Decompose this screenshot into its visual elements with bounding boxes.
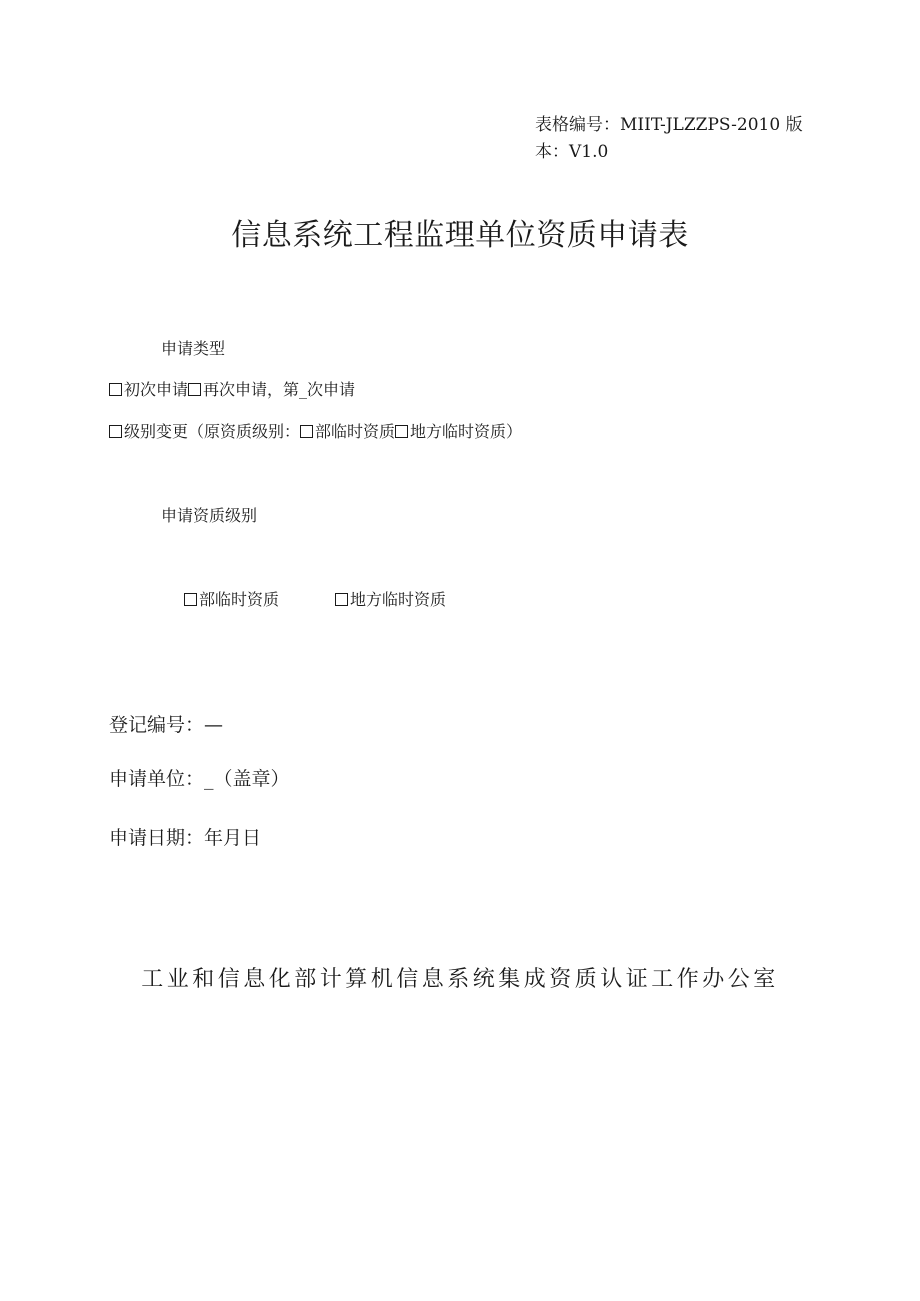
- original-local-label: 地方临时资质）: [410, 422, 523, 441]
- application-type-label: 申请类型: [161, 339, 226, 358]
- form-code: 表格编号：MIIT-JLZZPS-2010 版本：V1.0: [535, 115, 803, 162]
- first-application-checkbox[interactable]: [109, 383, 122, 396]
- ministry-option: [184, 587, 279, 610]
- original-local-checkbox[interactable]: [395, 425, 408, 438]
- application-type-row-1: [109, 377, 355, 400]
- ministry-temporary-label: 部临时资质: [199, 590, 280, 609]
- registration-number-field: 登记编号：—: [109, 714, 224, 736]
- local-option: [335, 587, 446, 610]
- first-application-label: 初次申请: [124, 380, 189, 399]
- applicant-field: 申请单位：_（盖章）: [109, 768, 290, 790]
- local-temporary-label: 地方临时资质: [350, 590, 447, 609]
- qualification-level-label: 申请资质级别: [161, 506, 258, 525]
- issuing-office: 工业和信息化部计算机信息系统集成资质认证工作办公室: [141, 967, 779, 992]
- local-temporary-checkbox[interactable]: [335, 593, 348, 606]
- level-change-label: 级别变更（原资质级别：: [124, 422, 301, 441]
- original-ministry-checkbox[interactable]: [300, 425, 313, 438]
- level-change-checkbox[interactable]: [109, 425, 122, 438]
- application-type-row-2: [109, 419, 522, 442]
- original-ministry-label: 部临时资质: [315, 422, 396, 441]
- application-date-field: 申请日期：年月日: [109, 827, 262, 849]
- reapplication-label: 再次申请，第_次申请: [203, 380, 356, 399]
- ministry-temporary-checkbox[interactable]: [184, 593, 197, 606]
- page-title: 信息系统工程监理单位资质申请表: [231, 218, 689, 253]
- reapplication-checkbox[interactable]: [188, 383, 201, 396]
